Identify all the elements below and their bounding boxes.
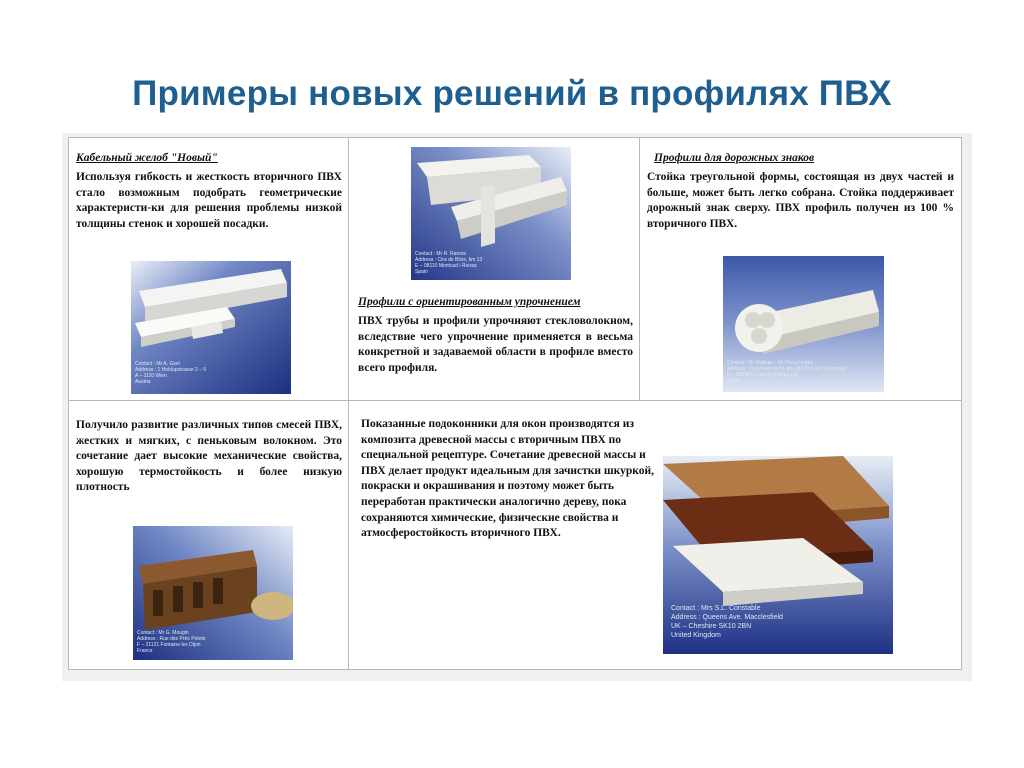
reinforced-profile-text: ПВХ трубы и профили упрочняют стекловолокном, вследствие чего упрочнение применяется в весьма конкретной и задаваемой области в профиле вместо всего профиля. xyxy=(358,315,633,374)
reinforced-profile-photo xyxy=(411,147,571,280)
road-sign-text: Стойка треугольной формы, состоящая из двух частей и больше, может быть легко собрана. Стойка поддерживает дорожный знак сверху. ПВХ профиль получен из 100 % вторичного ПВХ. xyxy=(647,171,954,230)
hemp-compound-text: Получило развитие различных типов смесей ПВХ, жестких и мягких, с пеньковым волокном. Это сочетание дает высокие механические свойства, хорошую термостойкость и более низкую плотность xyxy=(76,419,342,494)
window-sill-text: Показанные подоконники для окон производятся из композита древесной массы с вторичным ПВХ по специальной рецептуре. Сочетание древесной массы и ПВХ делает продукт идеальным для зачистки шкуркой, покраски и окрашивания и поэтому может быть переработан практически аналогично дереву, пока сохраняются химические, физические свойства и атмосферостойкость вторичного ПВХ. xyxy=(361,418,654,540)
cable-channel-text: Используя гибкость и жесткость вторичного ПВХ стало возможным подобрать геометрические характеристи-ки для решения проблемы низкой толщины стенок и хорошей посадки. xyxy=(76,171,342,230)
cable-contact-plate: Contact : Mr A. Gsel Address : 1 Holdupstrasse 2 – 5 A – 1110 Wien Austria xyxy=(135,361,207,385)
reinforced-contact-plate: Contact : Mr R. Ramos Address : Cira de Bilos, km 13 E – 08110 Montcad i Reixac Spain xyxy=(415,251,483,275)
window-sill-photo xyxy=(663,456,893,654)
hemp-compound-photo xyxy=(133,526,293,660)
cable-channel-photo xyxy=(131,261,291,394)
road-sign-contact-plate: Contact : Mr Molinar – Mr Pérez Lopez Address : Ctra Nacional II, km 282 Pol. Ind. Centrovia E – 50196 La Muela (Zaragoza) Spain xyxy=(727,360,846,384)
slide-title: Примеры новых решений в профилях ПВХ xyxy=(132,74,892,113)
road-sign-photo xyxy=(723,256,884,392)
reinforced-profile-caption: Профили с ориентированным упрочнением xyxy=(358,296,581,308)
grid-divider xyxy=(68,400,962,401)
window-sill-contact-plate: Contact : Mrs S.L. Constable Address : Queens Ave. Macclesfield UK – Cheshire SK10 2BN United Kingdom xyxy=(671,605,783,639)
grid-divider xyxy=(348,137,349,670)
cable-channel-caption: Кабельный желоб "Новый" xyxy=(76,152,218,164)
grid-divider xyxy=(639,137,640,401)
hemp-contact-plate: Contact : Mr G. Mougin Address : Rue des Prés Potets F – 21121 Fontaine les Dijon France xyxy=(137,630,206,654)
road-sign-caption: Профили для дорожных знаков xyxy=(654,152,815,164)
